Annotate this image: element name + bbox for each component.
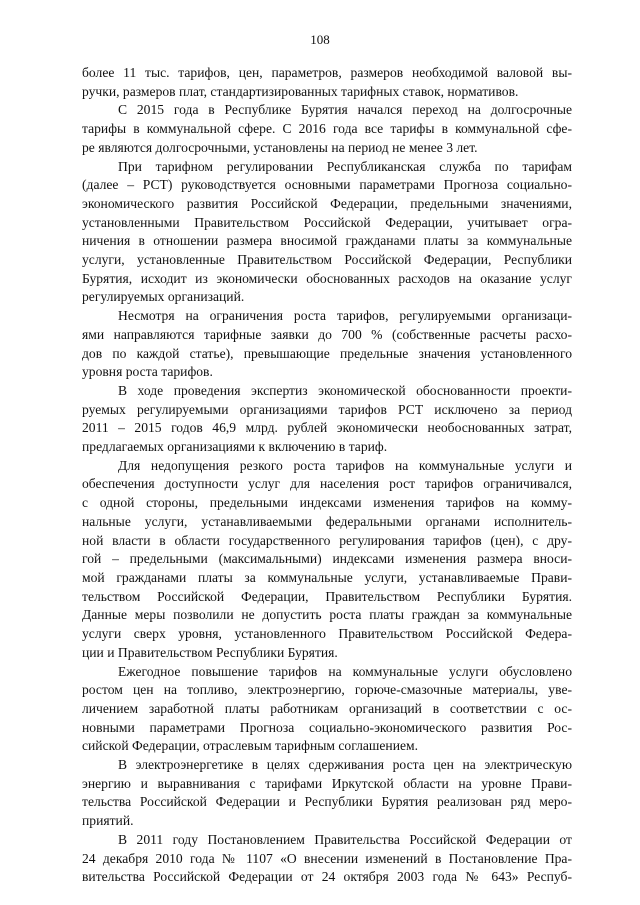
text-line: мой гражданами платы за коммунальные услуги, устанавливаемые Прави- [82,569,572,585]
text-line: ручки, размеров плат, стандартизированных тарифных ставок, нормативов. [82,83,519,99]
text-line: тельством Российской Федерации, Правительством Республики Бурятия. [82,588,572,604]
text-line: с одной стороны, предельными индексами изменения тарифов на комму- [82,495,572,511]
text-line: услуги, установленные Правительством Российской Федерации, Республики [82,252,572,268]
text-line: ной власти в области государственного регулирования тарифов (цен), с дру- [82,532,572,548]
text-line: ции и Правительством Республики Бурятия. [82,644,338,660]
text-line: ре являются долгосрочными, установлены на период не менее 3 лет. [82,139,478,155]
paragraph [82,457,572,663]
paragraph [82,382,572,457]
paragraph [82,831,572,887]
text-line: нальные услуги, устанавливаемыми федеральными органами исполнитель- [82,513,572,529]
text-line: дов по каждой статье), превышающие предельные значения установленного [82,345,572,361]
text-line: предлагаемых организациями к включению в тариф. [82,439,388,455]
text-line: Ежегодное повышение тарифов на коммунальные услуги обусловлено [118,663,572,679]
text-line: ростом цен на топливо, электроэнергию, горюче-смазочные материалы, уве- [82,682,572,698]
text-line: В электроэнергетике в целях сдерживания роста цен на электрическую [118,757,572,773]
text-line: руемых регулируемыми организациями тарифов РСТ исключено за период [82,401,572,417]
text-line: энергию и выравнивания с тарифами Иркутской области на уровне Прави- [82,775,572,791]
text-line: 2011 – 2015 годов 46,9 млрд. рублей экономически необоснованных затрат, [82,420,572,436]
text-line: Для недопущения резкого роста тарифов на коммунальные услуги и [118,457,572,473]
text-line: Данные меры позволили не допустить роста платы граждан за коммунальные [82,607,572,623]
text-line: приятий. [82,813,134,829]
text-line: (далее – РСТ) руководствуется основными параметрами Прогноза социально- [82,177,572,193]
text-line: уровня роста тарифов. [82,364,213,380]
text-line: 24 декабря 2010 года № 1107 «О внесении изменений в Постановление Пра- [82,850,572,866]
text-line: тельства Российской Федерации и Республики Бурятия реализован ряд меро- [82,794,572,810]
text-line: личением заработной платы работникам организаций в соответствии с ос- [82,700,572,716]
text-line: В 2011 году Постановлением Правительства Российской Федерации от [118,831,572,847]
paragraph [82,64,572,101]
paragraph [82,307,572,382]
text-line: установленными Правительством Российской Федерации, учитывает огра- [82,214,572,230]
text-line: более 11 тыс. тарифов, цен, параметров, размеров необходимой валовой вы- [82,65,572,80]
text-line: ничения в отношении размера вносимой гражданами платы за коммунальные [82,233,572,249]
text-line: обеспечения доступности услуг для населения рост тарифов ограничивался, [82,476,572,492]
paragraph [82,101,572,157]
text-line: сийской Федерации, отраслевым тарифным соглашением. [82,738,418,754]
text-line: вительства Российской Федерации от 24 октября 2003 года № 643» Респуб- [82,869,572,885]
text-line: Бурятия, исходит из экономически обоснованных расходов на оказание услуг [82,270,572,286]
page-number: 108 [310,32,330,47]
text-line: ями направляются тарифные заявки до 700 % (собственные расчеты расхо- [82,326,572,342]
paragraph [82,756,572,831]
text-line: регулируемых организаций. [82,289,245,305]
text-line: новными параметрами Прогноза социально-экономического развития Рос- [82,719,572,735]
text-line: тарифы в коммунальной сфере. С 2016 года все тарифы в коммунальной сфе- [82,121,572,137]
text-line: Несмотря на ограничения роста тарифов, регулируемыми организаци- [118,308,572,324]
text-line: При тарифном регулировании Республиканская служба по тарифам [118,158,572,174]
body-text [82,64,572,887]
text-line: услуги сверх уровня, установленного Правительством Российской Федера- [82,626,572,642]
text-line: гой – предельными (максимальными) индексами изменения размера вноси- [82,551,572,567]
paragraph [82,663,572,757]
text-line: С 2015 года в Республике Бурятия начался переход на долгосрочные [118,102,572,118]
text-line: экономического развития Российской Федерации, предельными значениями, [82,195,572,211]
paragraph [82,158,572,308]
text-line: В ходе проведения экспертиз экономической обоснованности проекти- [118,382,572,398]
